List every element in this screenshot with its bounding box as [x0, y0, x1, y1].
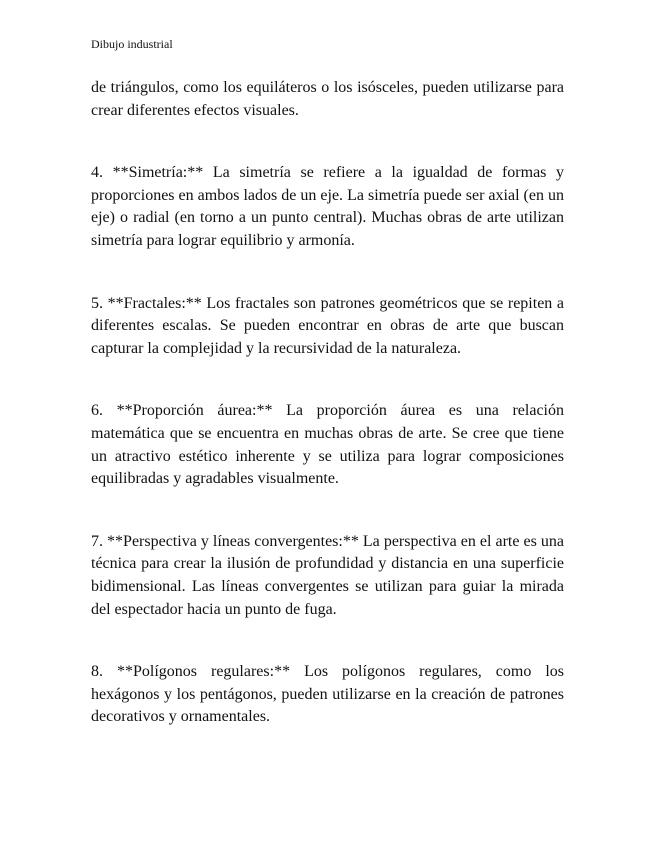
paragraph-triangles-continued: de triángulos, como los equiláteros o los isósceles, pueden utilizarse para crear diferentes efectos visuales. — [91, 79, 564, 119]
paragraph-proporcion-aurea: 6. **Proporción áurea:** La proporción áurea es una relación matemática que se encuentra en muchas obras de arte. Se cree que tiene un atractivo estético inherente y se utiliza para lograr composiciones equilibradas y agradables visualmente. — [91, 402, 564, 488]
paragraph-simetria: 4. **Simetría:** La simetría se refiere a la igualdad de formas y proporciones en ambos lados de un eje. La simetría puede ser axial (en un eje) o radial (en torno a un punto central). Muchas obras de arte utilizan simetría para lograr equilibrio y armonía. — [91, 164, 564, 249]
paragraph-fractales: 5. **Fractales:** Los fractales son patrones geométricos que se repiten a diferentes escalas. Se pueden encontrar en obras de arte que buscan capturar la complejidad y la recursividad de la naturaleza. — [91, 294, 564, 357]
paragraph-poligonos-regulares: 8. **Polígonos regulares:** Los polígonos regulares, como los hexágonos y los pentágonos, pueden utilizarse en la creación de patrones decorativos y ornamentales. — [91, 663, 564, 726]
paragraph-perspectiva: 7. **Perspectiva y líneas convergentes:** La perspectiva en el arte es una técnica para crear la ilusión de profundidad y distancia en una superficie bidimensional. Las líneas convergentes se utilizan para guiar la mirada del espectador hacia un punto de fuga. — [91, 532, 564, 618]
body-text — [91, 77, 564, 729]
running-header: Dibujo industrial — [91, 37, 173, 51]
